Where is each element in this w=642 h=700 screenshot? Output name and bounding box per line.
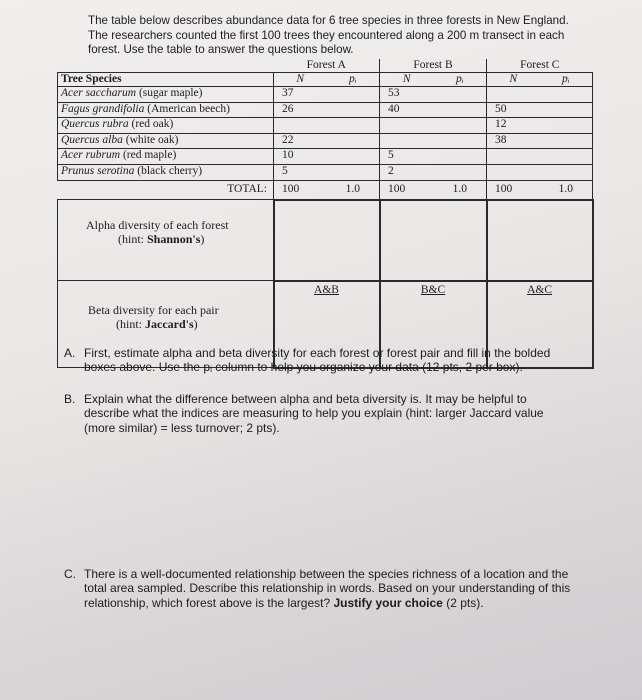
total-label: TOTAL: — [58, 180, 274, 200]
forest-a-header: Forest A — [274, 59, 380, 73]
table-row — [58, 149, 593, 165]
species-latin: Prunus serotina — [61, 164, 135, 177]
forest-a-count — [274, 118, 327, 134]
alpha-hint — [86, 232, 273, 246]
totals-row — [58, 180, 593, 200]
hint-bold: Shannon's — [147, 232, 201, 247]
question-emphasis: Justify your choice — [333, 595, 443, 610]
species-latin: Quercus rubra — [61, 118, 129, 131]
forest-a-count: 5 — [274, 164, 327, 180]
n-header: N — [380, 73, 434, 87]
forest-b-count: 40 — [380, 102, 434, 118]
forest-a-count: 22 — [274, 133, 327, 149]
alpha-answer-box-forest-c[interactable] — [487, 200, 593, 281]
forest-b-total-p: 1.0 — [434, 180, 487, 200]
question-letter: A. — [64, 346, 76, 360]
alpha-answer-box-forest-b[interactable] — [380, 200, 487, 281]
forest-b-count: 5 — [380, 149, 434, 165]
pair-label: B&C — [420, 283, 446, 296]
intro-line: The researchers counted the first 100 trees they encountered along a 200 m transect in each — [88, 28, 565, 42]
pair-label: A&C — [527, 283, 552, 296]
species-latin: Fagus grandifolia — [61, 102, 145, 115]
question-letter: B. — [64, 392, 76, 406]
hint-suffix: ) — [200, 232, 205, 247]
forest-c-count: 38 — [487, 133, 540, 149]
intro-paragraph — [88, 14, 598, 58]
beta-hint — [88, 317, 273, 331]
species-common: (red oak) — [131, 118, 174, 131]
intro-line: forest. Use the table to answer the questions below. — [88, 43, 354, 56]
question-b — [64, 392, 604, 435]
pair-label: A&B — [314, 283, 339, 296]
alpha-diversity-label — [58, 200, 274, 281]
hint-bold: Jaccard's — [145, 317, 194, 332]
forest-b-total-n: 100 — [380, 180, 434, 200]
question-letter: C. — [64, 567, 76, 581]
question-line-end: (2 pts). — [442, 595, 484, 610]
forest-b-count — [380, 133, 434, 149]
table-row — [58, 164, 593, 180]
table-row — [58, 102, 593, 118]
alpha-diversity-row — [58, 200, 593, 281]
forest-c-count — [487, 164, 540, 180]
forest-a-count: 26 — [274, 102, 327, 118]
abundance-table — [57, 59, 594, 369]
table-row — [58, 133, 593, 149]
forest-c-count — [487, 149, 540, 165]
forest-c-total-p: 1.0 — [540, 180, 593, 200]
question-line: (more similar) = less turnover; 2 pts). — [84, 420, 280, 435]
species-common: (sugar maple) — [138, 87, 203, 99]
forest-c-count: 50 — [487, 102, 540, 118]
forest-a-count: 10 — [274, 149, 327, 165]
forest-a-count: 37 — [274, 87, 327, 103]
hint-prefix: (hint: — [118, 232, 147, 247]
question-line: describe what the indices are measuring to help you explain (hint: larger Jaccard value — [84, 406, 544, 421]
p-header: pᵢ — [455, 73, 464, 85]
species-common: (black cherry) — [137, 164, 203, 177]
species-column-header: Tree Species — [58, 73, 274, 87]
intro-line: The table below describes abundance data for 6 tree species in three forests in New England. — [88, 14, 569, 27]
question-line: First, estimate alpha and beta diversity for each forest or forest pair and fill in the bolded — [84, 346, 551, 360]
table-row — [58, 87, 593, 103]
question-line: total area sampled. Describe this relationship in words. Based on your understanding of this — [84, 581, 571, 596]
forest-c-count: 12 — [487, 118, 540, 134]
question-a — [64, 346, 604, 375]
forest-b-count — [380, 118, 434, 134]
species-common: (red maple) — [122, 149, 177, 162]
alpha-answer-box-forest-a[interactable] — [274, 200, 380, 281]
question-line: Explain what the difference between alpha and beta diversity is. It may be helpful to — [84, 392, 527, 406]
n-header: N — [487, 73, 540, 87]
table-row — [58, 118, 593, 134]
forest-c-header: Forest C — [487, 59, 593, 73]
question-c — [64, 567, 604, 610]
hint-prefix: (hint: — [116, 317, 145, 332]
species-latin: Quercus alba — [61, 133, 123, 146]
n-header: N — [296, 73, 305, 85]
forest-c-count — [487, 87, 540, 103]
forest-b-count: 2 — [380, 164, 434, 180]
species-latin: Acer rubrum — [61, 149, 121, 162]
forest-a-total-n: 100 — [274, 180, 327, 200]
p-header: pᵢ — [348, 73, 357, 85]
p-header: pᵢ — [540, 73, 593, 87]
beta-label-text: Beta diversity for each pair — [88, 303, 219, 318]
forest-c-total-n: 100 — [487, 180, 540, 200]
forest-a-total-p: 1.0 — [327, 180, 380, 200]
forest-b-header: Forest B — [380, 59, 487, 73]
question-line: boxes above. Use the pᵢ column to help you organize your data (12 pts, 2 per box). — [84, 360, 523, 375]
hint-suffix: ) — [193, 317, 198, 332]
question-line: relationship, which forest above is the largest? — [84, 595, 331, 610]
alpha-label-text: Alpha diversity of each forest — [86, 218, 229, 233]
species-latin: Acer saccharum — [61, 87, 137, 99]
forest-b-count: 53 — [380, 87, 434, 103]
question-line: There is a well-documented relationship between the species richness of a location and the — [84, 567, 569, 581]
species-common: (white oak) — [125, 133, 179, 146]
species-common: (American beech) — [147, 102, 230, 115]
